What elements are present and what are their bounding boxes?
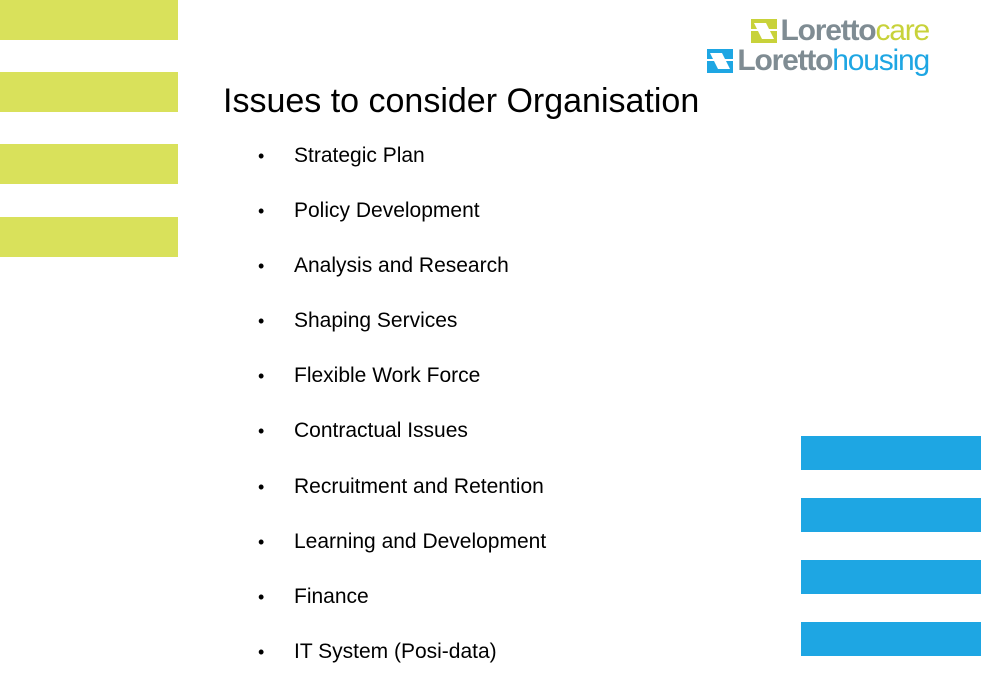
logo-care-suffix: care: [875, 14, 929, 47]
loretto-housing-logo: [707, 46, 929, 76]
bullet-text: Shaping Services: [294, 309, 458, 333]
logo-housing-suffix: housing: [832, 44, 929, 77]
bullet-text: Finance: [294, 584, 369, 608]
logo-care-prefix: Loretto: [780, 14, 876, 47]
bullet-point-icon: •: [258, 366, 265, 387]
decorative-green-bar: [0, 144, 178, 184]
bullet-point-icon: •: [258, 586, 265, 607]
decorative-green-bar: [0, 0, 178, 40]
bullet-text: Analysis and Research: [294, 254, 509, 278]
bullet-point-icon: •: [258, 476, 265, 497]
bullet-text: IT System (Posi-data): [294, 639, 497, 663]
decorative-blue-bar: [801, 498, 981, 532]
loretto-care-logo: [751, 16, 929, 46]
bullet-text: Learning and Development: [294, 529, 547, 553]
bullet-point-icon: •: [258, 256, 265, 277]
decorative-blue-bar: [801, 560, 981, 594]
bullet-point-icon: •: [258, 201, 265, 222]
bullet-text: Policy Development: [294, 199, 480, 223]
bullet-point-icon: •: [258, 531, 265, 552]
slide-title: Issues to consider Organisation: [223, 82, 700, 120]
loretto-care-mark-icon: [751, 19, 777, 43]
bullet-text: Flexible Work Force: [294, 364, 481, 388]
loretto-housing-mark-icon: [707, 49, 733, 73]
loretto-logo: [679, 14, 929, 80]
bullet-point-icon: •: [258, 641, 265, 662]
decorative-blue-bar: [801, 436, 981, 470]
bullet-point-icon: •: [258, 311, 265, 332]
bullet-point-icon: •: [258, 421, 265, 442]
decorative-blue-bar: [801, 622, 981, 656]
logo-housing-prefix: Loretto: [737, 44, 833, 77]
bullet-text: Strategic Plan: [294, 144, 425, 167]
decorative-green-bar: [0, 217, 178, 257]
bullet-text: Recruitment and Retention: [294, 474, 544, 498]
decorative-green-bar: [0, 72, 178, 112]
bullet-point-icon: •: [258, 146, 265, 166]
bullet-text: Contractual Issues: [294, 419, 468, 443]
